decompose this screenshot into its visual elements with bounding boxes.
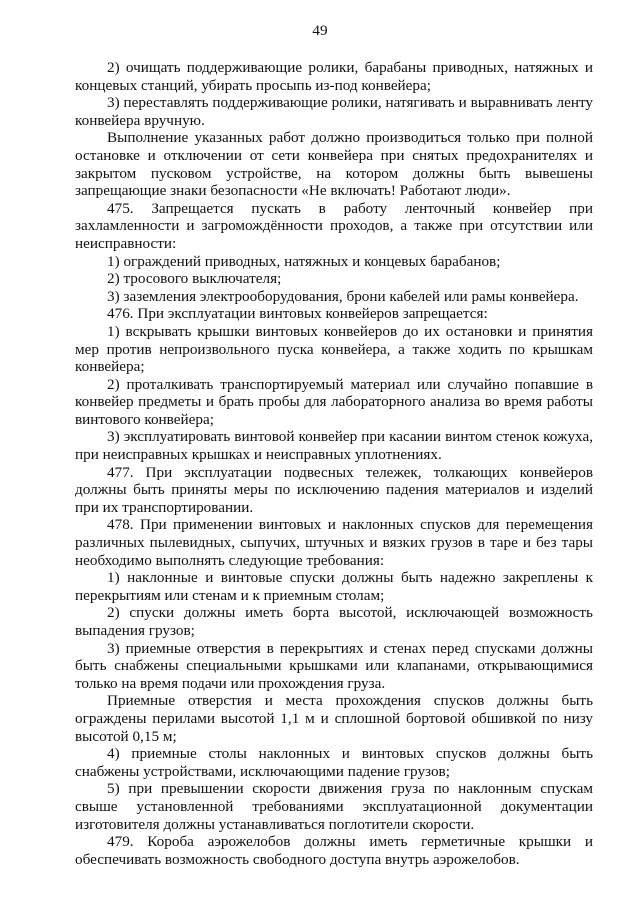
paragraph: 5) при превышении скорости движения груза по наклонным спускам свыше установленной требованиями эксплуатационной документации изготовителя должны устанавливаться поглотители скорости. [75, 780, 593, 833]
paragraph: 3) заземления электрооборудования, брони кабелей или рамы конвейера. [107, 287, 579, 305]
paragraph: 478. При применении винтовых и наклонных спусков для перемещения различных пылевидных, сыпучих, штучных и вязких грузов в таре и без тары необходимо выполнять следующие требования: [75, 516, 593, 569]
paragraph: 3) эксплуатировать винтовой конвейер при касании винтом стенок кожуха, при неисправных крышках и неисправных уплотнениях. [75, 428, 593, 464]
document-body [75, 59, 593, 868]
paragraph: 3) приемные отверстия в перекрытиях и стенах перед спусками должны быть снабжены специальными крышками или клапанами, открывающимися только на время подачи или прохождения груза. [75, 639, 593, 692]
paragraph: 2) проталкивать транспортируемый материал или случайно попавшие в конвейер предметы и брать пробы для лабораторного анализа во время работы винтового конвейера; [75, 375, 593, 428]
paragraph: 475. Запрещается пускать в работу ленточный конвейер при захламленности и загромождённости проходов, а также при отсутствии или неисправности: [75, 199, 593, 252]
paragraph: 4) приемные столы наклонных и винтовых спусков должны быть снабжены устройствами, исключающими падение грузов; [75, 745, 593, 780]
paragraph: Выполнение указанных работ должно производиться только при полной остановке и отключении от сети конвейера при снятых предохранителях и закрытом пусковом устройстве, на котором должны быть вывешены запрещающие знаки безопасности «Не включать! Работают люди». [75, 129, 593, 200]
page-number: 49 [312, 22, 328, 39]
paragraph: 1) наклонные и винтовые спуски должны быть надежно закреплены к перекрытиям или стенам и к приемным столам; [75, 569, 593, 604]
paragraph: 476. При эксплуатации винтовых конвейеров запрещается: [107, 305, 488, 323]
paragraph: Приемные отверстия и места прохождения спусков должны быть ограждены перилами высотой 1,1 м и сплошной бортовой обшивкой по низу высотой 0,15 м; [75, 692, 593, 745]
paragraph: 2) очищать поддерживающие ролики, барабаны приводных, натяжных и концевых станций, убирать просыпь из-под конвейера; [75, 59, 593, 94]
paragraph: 477. При эксплуатации подвесных тележек, толкающих конвейеров должны быть приняты меры по исключению падения материалов и изделий при их транспортировании. [75, 463, 593, 516]
paragraph: 1) ограждений приводных, натяжных и концевых барабанов; [107, 252, 501, 270]
paragraph: 479. Короба аэрожелобов должны иметь герметичные крышки и обеспечивать возможность свободного доступа внутрь аэрожелобов. [75, 833, 593, 868]
paragraph: 1) вскрывать крышки винтовых конвейеров до их остановки и принятия мер против непроизвольного пуска конвейера, а также ходить по крышкам конвейера; [75, 322, 593, 376]
paragraph: 2) тросового выключателя; [107, 270, 282, 288]
paragraph: 3) переставлять поддерживающие ролики, натягивать и выравнивать ленту конвейера вручную. [75, 94, 593, 129]
paragraph: 2) спуски должны иметь борта высотой, исключающей возможность выпадения грузов; [75, 604, 593, 639]
